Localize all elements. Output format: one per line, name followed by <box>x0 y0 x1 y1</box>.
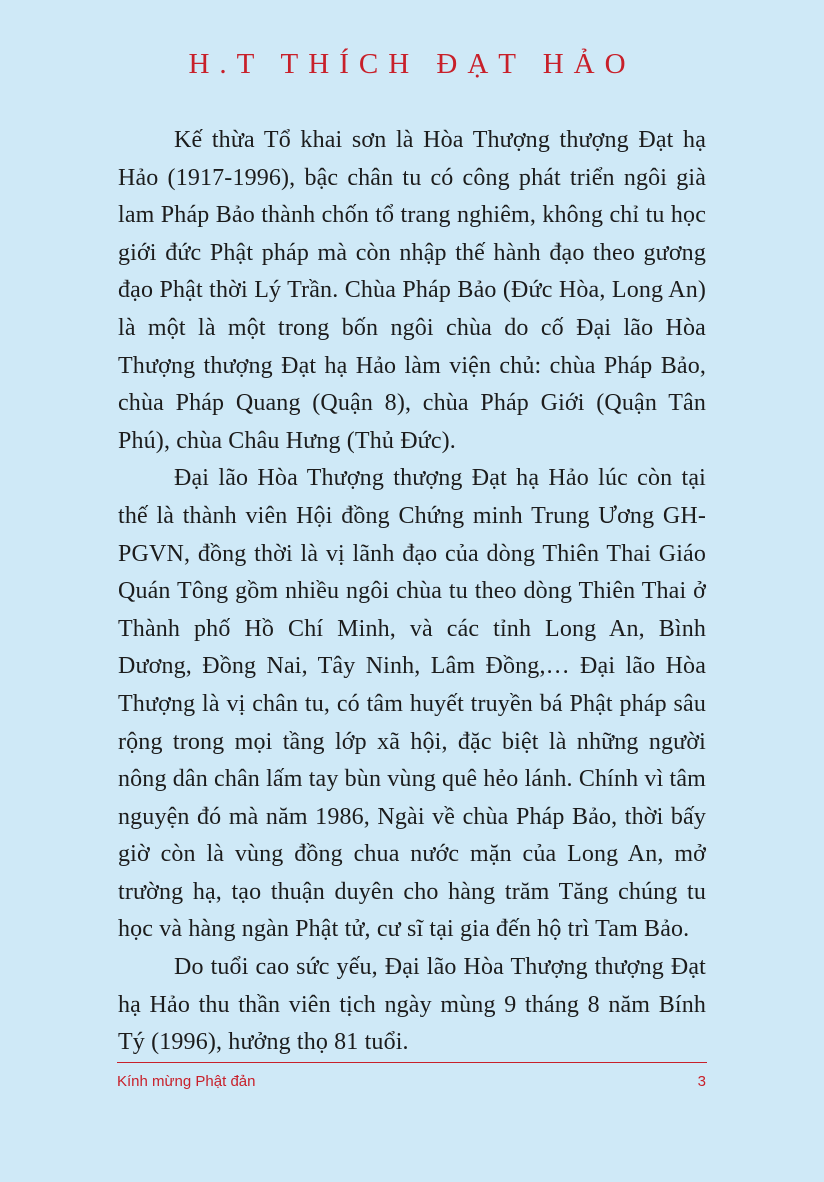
footer-divider <box>117 1062 707 1063</box>
page-number: 3 <box>697 1073 706 1090</box>
paragraph: Do tuổi cao sức yếu, Đại lão Hòa Thượng thượng Đạt hạ Hảo thu thần viên tịch ngày mùng 9 tháng 8 năm Bính Tý (1996), hưởng thọ 81 tuổi. <box>118 954 706 1056</box>
body-text <box>118 122 706 1062</box>
footer-title: Kính mừng Phật đản <box>117 1073 256 1090</box>
paragraph: Đại lão Hòa Thượng thượng Đạt hạ Hảo lúc còn tại thế là thành viên Hội đồng Chứng minh Trung Ương GH-PGVN, đồng thời là vị lãnh đạo của dòng Thiên Thai Giáo Quán Tông gồm nhiều ngôi chùa tu theo dòng Thiên Thai ở Thành phố Hồ Chí Minh, và các tỉnh Long An, Bình Dương, Đồng Nai, Tây Ninh, Lâm Đồng,… Đại lão Hòa Thượng là vị chân tu, có tâm huyết truyền bá Phật pháp sâu rộng trong mọi tầng lớp xã hội, đặc biệt là những người nông dân chân lấm tay bùn vùng quê hẻo lánh. Chính vì tâm nguyện đó mà năm 1986, Ngài về chùa Pháp Bảo, thời bấy giờ còn là vùng đồng chua nước mặn của Long An, mở trường hạ, tạo thuận duyên cho hàng trăm Tăng chúng tu học và hàng ngàn Phật tử, cư sĩ tại gia đến hộ trì Tam Bảo. <box>118 465 706 943</box>
page-title: H.T THÍCH ĐẠT HẢO <box>188 48 636 80</box>
paragraph: Kế thừa Tổ khai sơn là Hòa Thượng thượng Đạt hạ Hảo (1917-1996), bậc chân tu có công phát triển ngôi già lam Pháp Bảo thành chốn tổ trang nghiêm, không chỉ tu học giới đức Phật pháp mà còn nhập thế hành đạo theo gương đạo Phật thời Lý Trần. Chùa Pháp Bảo (Đức Hòa, Long An) là một là một trong bốn ngôi chùa do cố Đại lão Hòa Thượng thượng Đạt hạ Hảo làm viện chủ: chùa Pháp Bảo, chùa Pháp Quang (Quận 8), chùa Pháp Giới (Quận Tân Phú), chùa Châu Hưng (Thủ Đức). <box>118 127 706 454</box>
